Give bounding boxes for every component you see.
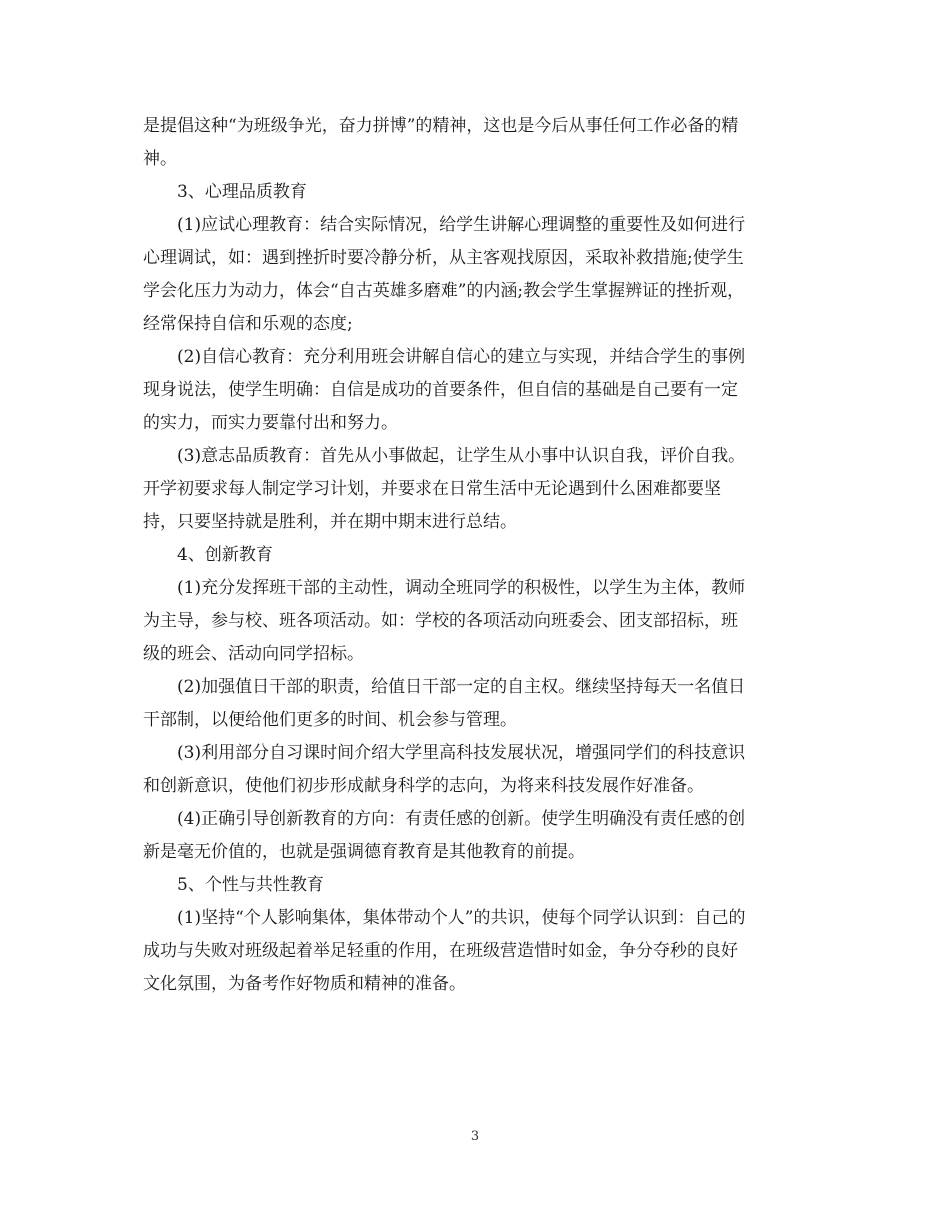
paragraph [143,671,813,737]
paragraph [143,110,813,176]
paragraph [143,902,813,1001]
text-line: (1)应试心理教育：结合实际情况，给学生讲解心理调整的重要性及如何进行 [177,215,746,235]
paragraph [143,209,813,341]
document-body [143,110,813,1001]
paragraph [143,869,813,902]
text-line: (3)利用部分自习课时间介绍大学里高科技发展状况，增强同学们的科技意识 [177,743,746,763]
text-line: 5、个性与共性教育 [177,875,324,895]
text-line: (3)意志品质教育：首先从小事做起，让学生从小事中认识自我，评价自我。 [177,446,746,466]
paragraph [143,737,813,803]
text-line: 学会化压力为动力，体会“自古英雄多磨难”的内涵;教会学生掌握辨证的挫折观， [143,281,745,301]
paragraph [143,572,813,671]
text-line: (1)充分发挥班干部的主动性，调动全班同学的积极性，以学生为主体，教师 [177,578,746,598]
text-line: 心理调试，如：遇到挫折时要冷静分析，从主客观找原因，采取补救措施;使学生 [143,248,744,268]
text-line: (1)坚持“个人影响集体，集体带动个人”的共识，使每个同学认识到：自己的 [177,908,746,928]
text-line: 持，只要坚持就是胜利，并在期中期末进行总结。 [143,512,517,532]
text-line: 文化氛围，为备考作好物质和精神的准备。 [143,974,466,994]
text-line: 的实力，而实力要靠付出和努力。 [143,413,398,433]
text-line: 3、心理品质教育 [177,182,307,202]
text-line: 是提倡这种“为班级争光，奋力拼博”的精神，这也是今后从事任何工作必备的精 [143,116,739,136]
text-line: 开学初要求每人制定学习计划，并要求在日常生活中无论遇到什么困难都要坚 [143,479,721,499]
text-line: 4、创新教育 [177,545,273,565]
text-line: 神。 [143,149,177,169]
text-line: (2)自信心教育：充分利用班会讲解自信心的建立与实现，并结合学生的事例 [177,347,746,367]
text-line: (2)加强值日干部的职责，给值日干部一定的自主权。继续坚持每天一名值日 [177,677,746,697]
text-line: 新是毫无价值的，也就是强调德育教育是其他教育的前提。 [143,842,585,862]
text-line: 为主导，参与校、班各项活动。如：学校的各项活动向班委会、团支部招标，班 [143,611,738,631]
text-line: 成功与失败对班级起着举足轻重的作用，在班级营造惜时如金，争分夺秒的良好 [143,941,738,961]
text-line: 级的班会、活动向同学招标。 [143,644,364,664]
text-line: 和创新意识，使他们初步形成献身科学的志向，为将来科技发展作好准备。 [143,776,704,796]
paragraph [143,539,813,572]
paragraph [143,176,813,209]
page-number: 3 [470,1129,480,1144]
text-line: 干部制，以便给他们更多的时间、机会参与管理。 [143,710,517,730]
text-line: 经常保持自信和乐观的态度; [143,314,353,334]
paragraph [143,803,813,869]
paragraph [143,341,813,440]
text-line: (4)正确引导创新教育的方向：有责任感的创新。使学生明确没有责任感的创 [177,809,746,829]
paragraph [143,440,813,539]
text-line: 现身说法，使学生明确：自信是成功的首要条件，但自信的基础是自己要有一定 [143,380,738,400]
